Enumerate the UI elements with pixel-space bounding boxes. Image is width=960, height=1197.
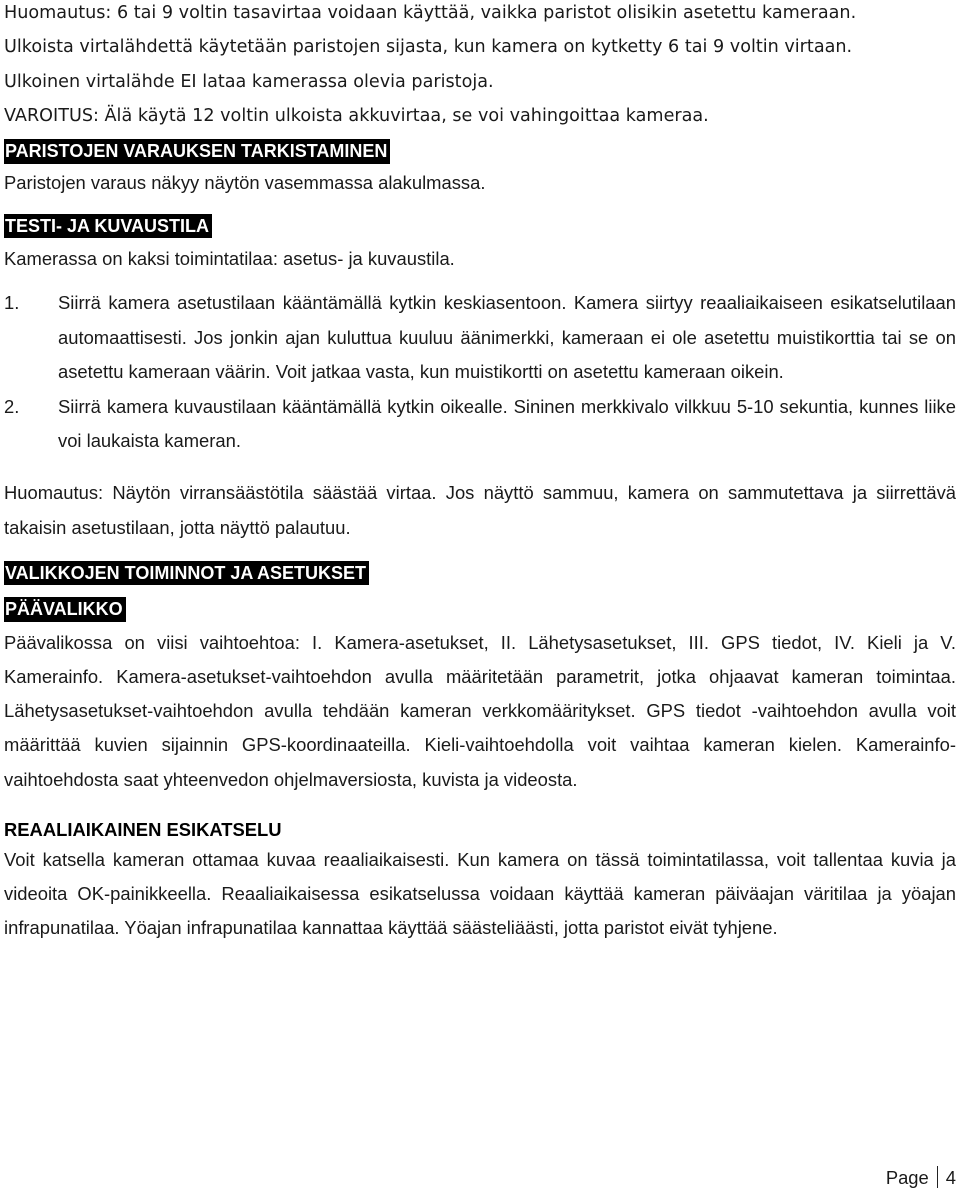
battery-text: Paristojen varaus näkyy näytön vasemmassa alakulmassa. (4, 171, 486, 193)
step-text: Siirrä kamera asetustilaan kääntämällä kytkin keskiasentoon. Kamera siirtyy reaaliaikaiseen esikatselutilaan automaattisesti. Jos jonkin ajan kuluttua kuuluu äänimerkki, kameraan ei ole asetettu muistikorttia tai se on asetettu kameraan väärin. Voit jatkaa vasta, kun muistikortti on asetettu kameraan oikein. (58, 292, 956, 383)
note-line: Ulkoinen virtalähde EI lataa kamerassa olevia paristoja. (4, 71, 494, 92)
list-item (4, 390, 956, 459)
step-number: 1. (4, 292, 20, 314)
menus-heading: VALIKKOJEN TOIMINNOT JA ASETUKSET (4, 561, 369, 586)
step-text: Siirrä kamera kuvaustilaan kääntämällä kytkin oikealle. Sininen merkkivalo vilkkuu 5-10 sekuntia, kunnes liike voi laukaista kameran. (58, 395, 956, 451)
document-page (4, 0, 956, 946)
main-menu-section (4, 597, 956, 622)
modes-heading: TESTI- JA KUVAUSTILA (4, 214, 212, 239)
page-label: Page (885, 1167, 929, 1188)
battery-heading: PARISTOJEN VARAUKSEN TARKISTAMINEN (4, 139, 390, 164)
modes-intro: Kamerassa on kaksi toimintatilaa: asetus- ja kuvaustila. (4, 248, 455, 270)
page-number: 4 (945, 1167, 956, 1188)
modes-section (4, 214, 956, 239)
preview-text: Voit katsella kameran ottamaa kuvaa reaaliaikaisesti. Kun kamera on tässä toimintatilassa, voit tallentaa kuvia ja videoita OK-painikkeella. Reaaliaikaisessa esikatselussa voidaan käyttää kameran päiväajan väritilaa ja yöajan infrapunatilaa. Yöajan infrapunatilaa kannattaa käyttää säästeliäästi, jotta paristot eivät tyhjene. (4, 848, 956, 939)
list-item (4, 286, 956, 389)
note-line: Huomautus: 6 tai 9 voltin tasavirtaa voidaan käyttää, vaikka paristot olisikin asetettu kameraan. (4, 3, 857, 23)
preview-heading: REAALIAIKAINEN ESIKATSELU (4, 818, 282, 840)
page-footer (886, 1166, 956, 1189)
power-notes (4, 0, 956, 133)
note-line: Ulkoista virtalähdettä käytetään paristojen sijasta, kun kamera on kytketty 6 tai 9 voltin virtaan. (4, 37, 853, 58)
power-save-note: Huomautus: Näytön virransäästötila säästää virtaa. Jos näyttö sammuu, kamera on sammutettava ja siirrettävä takaisin asetustilaan, jotta näyttö palautuu. (4, 482, 956, 538)
main-menu-heading: PÄÄVALIKKO (4, 597, 126, 622)
footer-divider (937, 1166, 938, 1188)
menus-section (4, 561, 956, 586)
battery-section (4, 139, 956, 164)
warning-line: VAROITUS: Älä käytä 12 voltin ulkoista akkuvirtaa, se voi vahingoittaa kameraa. (4, 105, 709, 126)
mode-steps-list (4, 286, 956, 458)
step-number: 2. (4, 395, 20, 417)
main-menu-text: Päävalikossa on viisi vaihtoehtoa: I. Kamera-asetukset, II. Lähetysasetukset, III. GPS tiedot, IV. Kieli ja V. Kamerainfo. Kamera-asetukset-vaihtoehdon avulla määritetään parametrit, jotka ohjaavat kameran toimintaa. Lähetysasetukset-vaihtoehdon avulla tehdään kameran verkkomääritykset. GPS tiedot -vaihtoehdon avulla voit määrittää kuvien sijainnin GPS-koordinaateilla. Kieli-vaihtoehdolla voit vaihtaa kameran kielen. Kamerainfo-vaihtoehdosta saat yhteenvedon ohjelmaversiosta, kuvista ja videosta. (4, 631, 956, 790)
